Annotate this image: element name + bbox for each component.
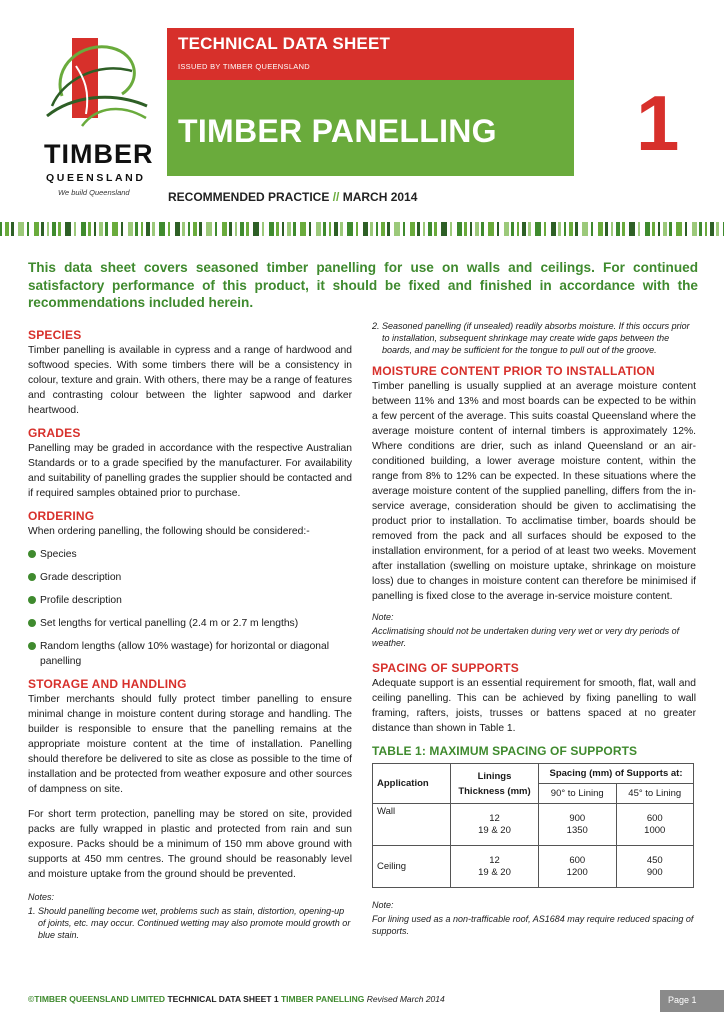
list-item: Grade description <box>28 570 352 585</box>
decorative-stripe-band <box>0 222 724 236</box>
stripe <box>591 222 593 236</box>
cell-value: 12 <box>489 854 500 866</box>
stripe <box>293 222 296 236</box>
stripe <box>316 222 321 236</box>
col-header-90: 90° to Lining <box>539 784 617 804</box>
stripe <box>193 222 197 236</box>
stripe <box>381 222 385 236</box>
list-item: Profile description <box>28 593 352 608</box>
stripe <box>5 222 9 236</box>
stripe <box>685 222 687 236</box>
list-item: Set lengths for vertical panelling (2.4 m or 2.7 m lengths) <box>28 616 352 631</box>
stripe <box>394 222 400 236</box>
col-header-45: 45° to Lining <box>616 784 694 804</box>
stripe <box>74 222 76 236</box>
footer-line <box>28 994 445 1004</box>
stripe <box>11 222 14 236</box>
stripe <box>376 222 378 236</box>
stripe <box>356 222 358 236</box>
stripe <box>528 222 531 236</box>
stripe <box>652 222 655 236</box>
table-row <box>373 846 694 888</box>
stripe <box>105 222 108 236</box>
stripe <box>188 222 190 236</box>
stripe <box>269 222 274 236</box>
cell-value: 600 <box>569 854 586 866</box>
spacing-table <box>372 763 694 888</box>
issue-date: MARCH 2014 <box>342 190 418 204</box>
section-heading-species: SPECIES <box>28 328 82 342</box>
cell-45 <box>616 846 694 888</box>
stripe <box>457 222 462 236</box>
table-row <box>373 804 694 846</box>
stripe <box>535 222 541 236</box>
stripe <box>441 222 447 236</box>
cell-thickness <box>451 804 539 846</box>
stripe <box>544 222 546 236</box>
list-item: Species <box>28 547 352 562</box>
cell-value: 1350 <box>566 824 588 836</box>
grades-text: Panelling may be graded in accordance with the respective Australian Standards or to a grade specified by the manufacturer. For availability and suitability of panelling grades the supplier should be contacted and if required samples obtained prior to purchase. <box>28 443 352 499</box>
note-item <box>28 905 352 941</box>
stripe <box>347 222 353 236</box>
stripe <box>638 222 640 236</box>
list-item: Random lengths (allow 10% wastage) for horizontal or diagonal panelling <box>28 639 352 669</box>
logo-emblem-icon <box>42 36 152 140</box>
footer-sheet: TECHNICAL DATA SHEET 1 <box>167 994 279 1004</box>
section-heading-storage: STORAGE AND HANDLING <box>28 677 187 691</box>
stripe <box>253 222 259 236</box>
cell-value: 900 <box>569 812 586 824</box>
notes-list <box>28 905 352 941</box>
stripe <box>240 222 244 236</box>
stripe <box>135 222 138 236</box>
stripe <box>58 222 61 236</box>
storage-text-1: Timber merchants should fully protect timber panelling to ensure minimal change in moisture content during storage and handling. The builder is responsible to ensure that the panelling remains at the appropriate moisture content at the time of installation. Panelling should therefore be delivered to site as close as possible to the time of installation and be protected from weather exposure and other sources of dampness on site. <box>28 694 352 795</box>
stripe <box>598 222 603 236</box>
supports-text: Adequate support is an essential requirement for smooth, flat, wall and ceiling panelling. This can be achieved by fixing panelling to wall framing, rafters, joists, trusses or battens spaced at no greater distance than shown in Table 1. <box>372 678 696 734</box>
stripe <box>215 222 217 236</box>
stripe <box>710 222 714 236</box>
stripe <box>611 222 613 236</box>
stripe <box>629 222 635 236</box>
note-number: 2. <box>372 321 380 331</box>
stripe <box>558 222 561 236</box>
stripe <box>669 222 672 236</box>
stripe <box>52 222 56 236</box>
stripe <box>522 222 526 236</box>
ordering-intro: When ordering panelling, the following should be considered:- <box>28 526 310 537</box>
section-heading-ordering: ORDERING <box>28 509 95 523</box>
table-note-label: Note: <box>372 900 394 910</box>
section-heading-supports: SPACING OF SUPPORTS <box>372 661 519 675</box>
table-note: For lining used as a non-trafficable roof, AS1684 may require reduced spacing of supports. <box>372 914 694 936</box>
stripe <box>182 222 185 236</box>
recommended-practice-line <box>168 190 417 204</box>
stripe <box>470 222 472 236</box>
stripe <box>175 222 180 236</box>
stripe <box>309 222 311 236</box>
cell-value: 600 <box>646 812 663 824</box>
stripe <box>287 222 291 236</box>
page-title: TIMBER PANELLING <box>178 113 497 149</box>
stripe <box>582 222 588 236</box>
moisture-text: Timber panelling is usually supplied at an average moisture content between 11% and 13% and most boards can be expected to be within a few percent of the average. This suits coastal Queensland where the average moisture content of internal timbers is approximately 12%. Where conditions are drier, such as inland Queensland or an air-conditioned building, a lower average moisture content, within the range from 8% to 12% can be expected. In these situations where the average moisture content of the supplied panelling, differs from the in-service average, consideration should be given to acclimatising the product prior to installation. To acclimatise timber, boards should be removed from the pack and all surfaces should be exposed to the installation environment, for a period of at least two weeks. Movement after installation (swelling on moisture uptake, shrinkage on moisture loss) due to changes in moisture content can therefore be minimised if panelling is fixed close to the average in-service moisture content. <box>372 381 696 602</box>
stripe <box>41 222 44 236</box>
note-text: Seasoned panelling (if unsealed) readily absorbs moisture. If this occurs prior to installation, subsequent shrinkage may create wide gaps between the boards, and may be sufficient for the tongue to pull out of the groove. <box>382 321 690 355</box>
stripe <box>112 222 118 236</box>
logo-wordmark: TIMBER <box>44 139 154 169</box>
stripe <box>428 222 432 236</box>
stripe <box>152 222 155 236</box>
note-item <box>372 320 696 356</box>
stripe <box>323 222 326 236</box>
timber-queensland-logo <box>36 36 154 196</box>
header-issued-by: ISSUED BY TIMBER QUEENSLAND <box>178 62 311 71</box>
stripe <box>27 222 29 236</box>
stripe <box>663 222 667 236</box>
stripe <box>146 222 150 236</box>
stripe <box>434 222 437 236</box>
cell-value: 900 <box>646 866 663 878</box>
stripe <box>658 222 660 236</box>
stripe <box>464 222 467 236</box>
stripe <box>282 222 284 236</box>
footer-title: TIMBER PANELLING <box>280 994 365 1004</box>
footer-copyright: ©TIMBER QUEENSLAND LIMITED <box>28 994 166 1004</box>
section-heading-moisture: MOISTURE CONTENT PRIOR TO INSTALLATION <box>372 364 655 378</box>
stripe <box>94 222 96 236</box>
ordering-list <box>28 547 352 669</box>
stripe <box>511 222 514 236</box>
stripe <box>0 222 2 236</box>
right-column <box>372 320 696 937</box>
sheet-number: 1 <box>636 79 680 167</box>
species-text: Timber panelling is available in cypress and a range of hardwood and softwood species. With some timbers there will be a consistency in colour, texture and grain. With others, there may be a range of features and contrasting colour between the lighter sapwood and darker heartwood. <box>28 345 352 416</box>
stripe <box>199 222 202 236</box>
stripe <box>276 222 279 236</box>
table-header-row <box>373 764 694 784</box>
stripe <box>300 222 306 236</box>
stripe <box>370 222 373 236</box>
page-number: Page 1 <box>668 995 697 1005</box>
stripe <box>88 222 91 236</box>
stripe <box>159 222 165 236</box>
cell-90 <box>539 804 617 846</box>
stripe <box>699 222 702 236</box>
stripe <box>387 222 390 236</box>
stripe <box>206 222 212 236</box>
stripe <box>121 222 123 236</box>
stripe <box>564 222 566 236</box>
table-title: TABLE 1: MAXIMUM SPACING OF SUPPORTS <box>372 744 638 758</box>
stripe <box>705 222 707 236</box>
logo-tagline: We build Queensland <box>58 188 130 197</box>
stripe <box>622 222 625 236</box>
stripe <box>262 222 264 236</box>
footer-revised: Revised March 2014 <box>366 994 445 1004</box>
notes-label: Notes: <box>28 892 55 902</box>
stripe <box>481 222 484 236</box>
stripe <box>334 222 338 236</box>
stripe <box>417 222 420 236</box>
cell-application: Ceiling <box>373 846 451 888</box>
stripe <box>497 222 499 236</box>
cell-value: 1000 <box>644 824 666 836</box>
stripe <box>450 222 452 236</box>
section-heading-grades: GRADES <box>28 426 81 440</box>
storage-text-2: For short term protection, panelling may be stored on site, provided packs are fully wrapped in plastic and protected from rain and sun exposure. Packs should be a minimum of 150 mm above ground with supports at 450 mm centres. The ground should be reasonably level and moisture uptake from the ground should be prevented. <box>28 809 352 880</box>
stripe <box>517 222 519 236</box>
stripe <box>403 222 405 236</box>
left-column <box>28 320 352 941</box>
cell-value: 12 <box>489 812 500 824</box>
moisture-note: Acclimatising should not be undertaken during very wet or very dry periods of weather. <box>372 626 680 648</box>
cell-45 <box>616 804 694 846</box>
stripe <box>475 222 479 236</box>
cell-value: 19 & 20 <box>478 824 511 836</box>
logo-subtitle: QUEENSLAND <box>46 172 146 184</box>
stripe <box>423 222 425 236</box>
stripe <box>605 222 608 236</box>
stripe <box>363 222 368 236</box>
cell-value: 450 <box>646 854 663 866</box>
stripe <box>81 222 86 236</box>
stripe <box>329 222 331 236</box>
note-text: Should panelling become wet, problems such as stain, distortion, opening-up of joints, etc. may occur. Continued wetting may also promote mould growth or blue stain. <box>38 906 351 940</box>
col-header-spacing: Spacing (mm) of Supports at: <box>539 764 694 784</box>
stripe <box>65 222 71 236</box>
stripe <box>18 222 24 236</box>
stripe <box>645 222 650 236</box>
stripe <box>551 222 556 236</box>
stripe <box>569 222 573 236</box>
stripe <box>692 222 697 236</box>
stripe <box>616 222 620 236</box>
stripe <box>47 222 49 236</box>
stripe <box>488 222 494 236</box>
stripe <box>246 222 249 236</box>
note-number: 1. <box>28 906 36 916</box>
stripe <box>141 222 143 236</box>
cell-thickness <box>451 846 539 888</box>
col-header-thickness: Linings Thickness (mm) <box>451 764 539 804</box>
cell-value: 19 & 20 <box>478 866 511 878</box>
stripe <box>222 222 227 236</box>
stripe <box>504 222 509 236</box>
header-doc-type: TECHNICAL DATA SHEET <box>178 34 391 53</box>
stripe <box>410 222 415 236</box>
moisture-note-label: Note: <box>372 612 394 622</box>
stripe <box>34 222 39 236</box>
stripe <box>716 222 719 236</box>
stripe <box>229 222 232 236</box>
notes-list-continued <box>372 320 696 356</box>
stripe <box>99 222 103 236</box>
cell-90 <box>539 846 617 888</box>
stripe <box>128 222 133 236</box>
stripe <box>235 222 237 236</box>
stripe <box>340 222 343 236</box>
cell-application: Wall <box>373 804 451 846</box>
separator: // <box>332 190 340 204</box>
recommended-label: RECOMMENDED PRACTICE <box>168 190 330 204</box>
col-header-application: Application <box>373 764 451 804</box>
intro-paragraph: This data sheet covers seasoned timber panelling for use on walls and ceilings. For continued satisfactory performance of this product, it should be fixed and finished in accordance with the recommendations included herein. <box>28 260 698 310</box>
stripe <box>575 222 578 236</box>
stripe <box>676 222 682 236</box>
cell-value: 1200 <box>566 866 588 878</box>
stripe <box>168 222 170 236</box>
